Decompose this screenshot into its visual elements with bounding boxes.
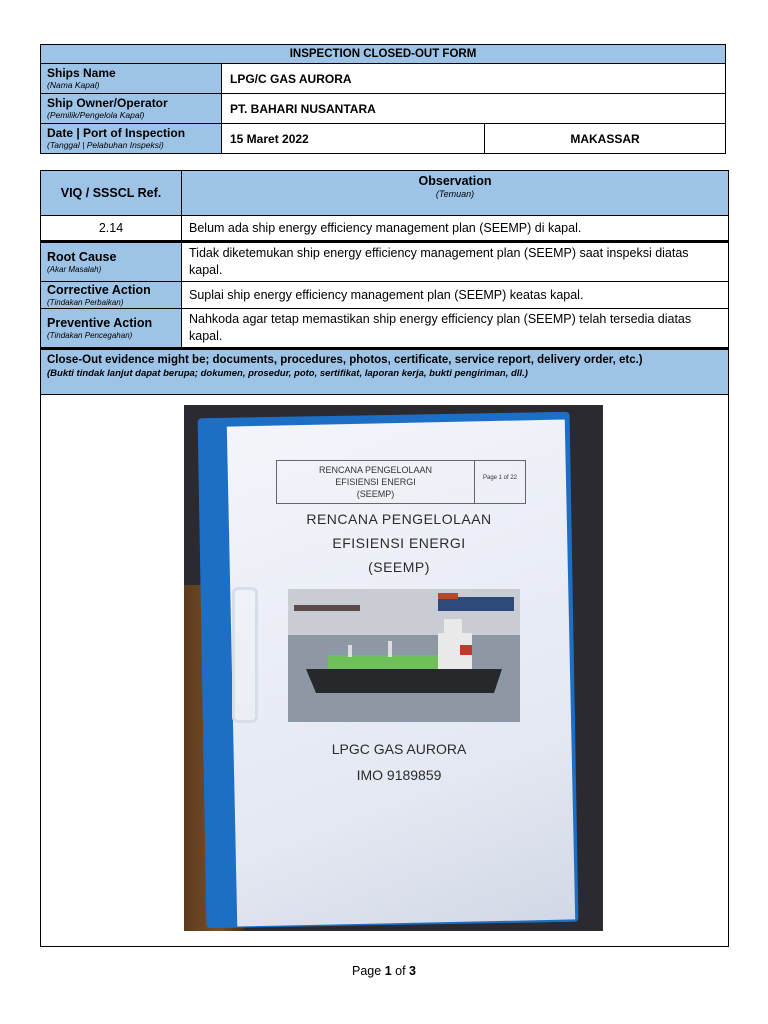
owner-value: PT. BAHARI NUSANTARA bbox=[222, 94, 726, 124]
observation-header: Observation (Temuan) bbox=[182, 171, 729, 216]
evidence-photo bbox=[184, 405, 603, 931]
viq-ref-header: VIQ / SSSCL Ref. bbox=[41, 171, 182, 216]
root-cause-text: Tidak diketemukan ship energy efficiency management plan (SEEMP) saat inspeksi diatas kapal. bbox=[182, 242, 729, 282]
observation-text: Belum ada ship energy efficiency management plan (SEEMP) di kapal. bbox=[182, 216, 729, 242]
ship-image bbox=[288, 589, 520, 722]
cover-imo: IMO 9189859 bbox=[356, 767, 442, 783]
form-title: INSPECTION CLOSED-OUT FORM bbox=[41, 45, 726, 64]
cover-title-2: EFISIENSI ENERGI bbox=[332, 535, 466, 551]
viq-ref-value: 2.14 bbox=[41, 216, 182, 242]
preventive-action-label: Preventive Action (Tindakan Pencegahan) bbox=[41, 309, 182, 349]
root-cause-label: Root Cause (Akar Masalah) bbox=[41, 242, 182, 282]
binder-ring bbox=[232, 587, 258, 723]
current-page: 1 bbox=[384, 964, 392, 978]
corrective-action-label: Corrective Action (Tindakan Perbaikan) bbox=[41, 282, 182, 309]
inspection-port: MAKASSAR bbox=[485, 124, 726, 154]
corrective-action-text: Suplai ship energy efficiency management plan (SEEMP) keatas kapal. bbox=[182, 282, 729, 309]
closeout-evidence-header: Close-Out evidence might be; documents, procedures, photos, certificate, service report, delivery order, etc.) (Bukti tindak lanjut dapat berupa; dokumen, prosedur, poto, sertifikat, laporan kerja, bukti pengiriman, dll.) bbox=[41, 349, 729, 395]
cover-page-number: Page 1 of 22 bbox=[482, 475, 518, 481]
inspection-date: 15 Maret 2022 bbox=[222, 124, 485, 154]
owner-label: Ship Owner/Operator (Pemilik/Pengelola Kapal) bbox=[41, 94, 222, 124]
ships-name-value: LPG/C GAS AURORA bbox=[222, 64, 726, 94]
cover-title-1: RENCANA PENGELOLAAN bbox=[306, 511, 492, 527]
total-pages: 3 bbox=[409, 964, 416, 978]
cover-title-box: RENCANA PENGELOLAAN EFISIENSI ENERGI (SEEMP) Page 1 of 22 bbox=[276, 460, 526, 504]
ships-name-label: Ships Name (Nama Kapal) bbox=[41, 64, 222, 94]
cover-ship-name: LPGC GAS AURORA bbox=[331, 741, 467, 757]
cover-title-3: (SEEMP) bbox=[368, 559, 430, 575]
date-port-label: Date | Port of Inspection (Tanggal | Pelabuhan Inspeksi) bbox=[41, 124, 222, 154]
header-table bbox=[40, 44, 726, 154]
preventive-action-text: Nahkoda agar tetap memastikan ship energy efficiency plan (SEEMP) telah tersedia diatas kapal. bbox=[182, 309, 729, 349]
page-footer: Page 1 of 3 bbox=[352, 964, 416, 978]
